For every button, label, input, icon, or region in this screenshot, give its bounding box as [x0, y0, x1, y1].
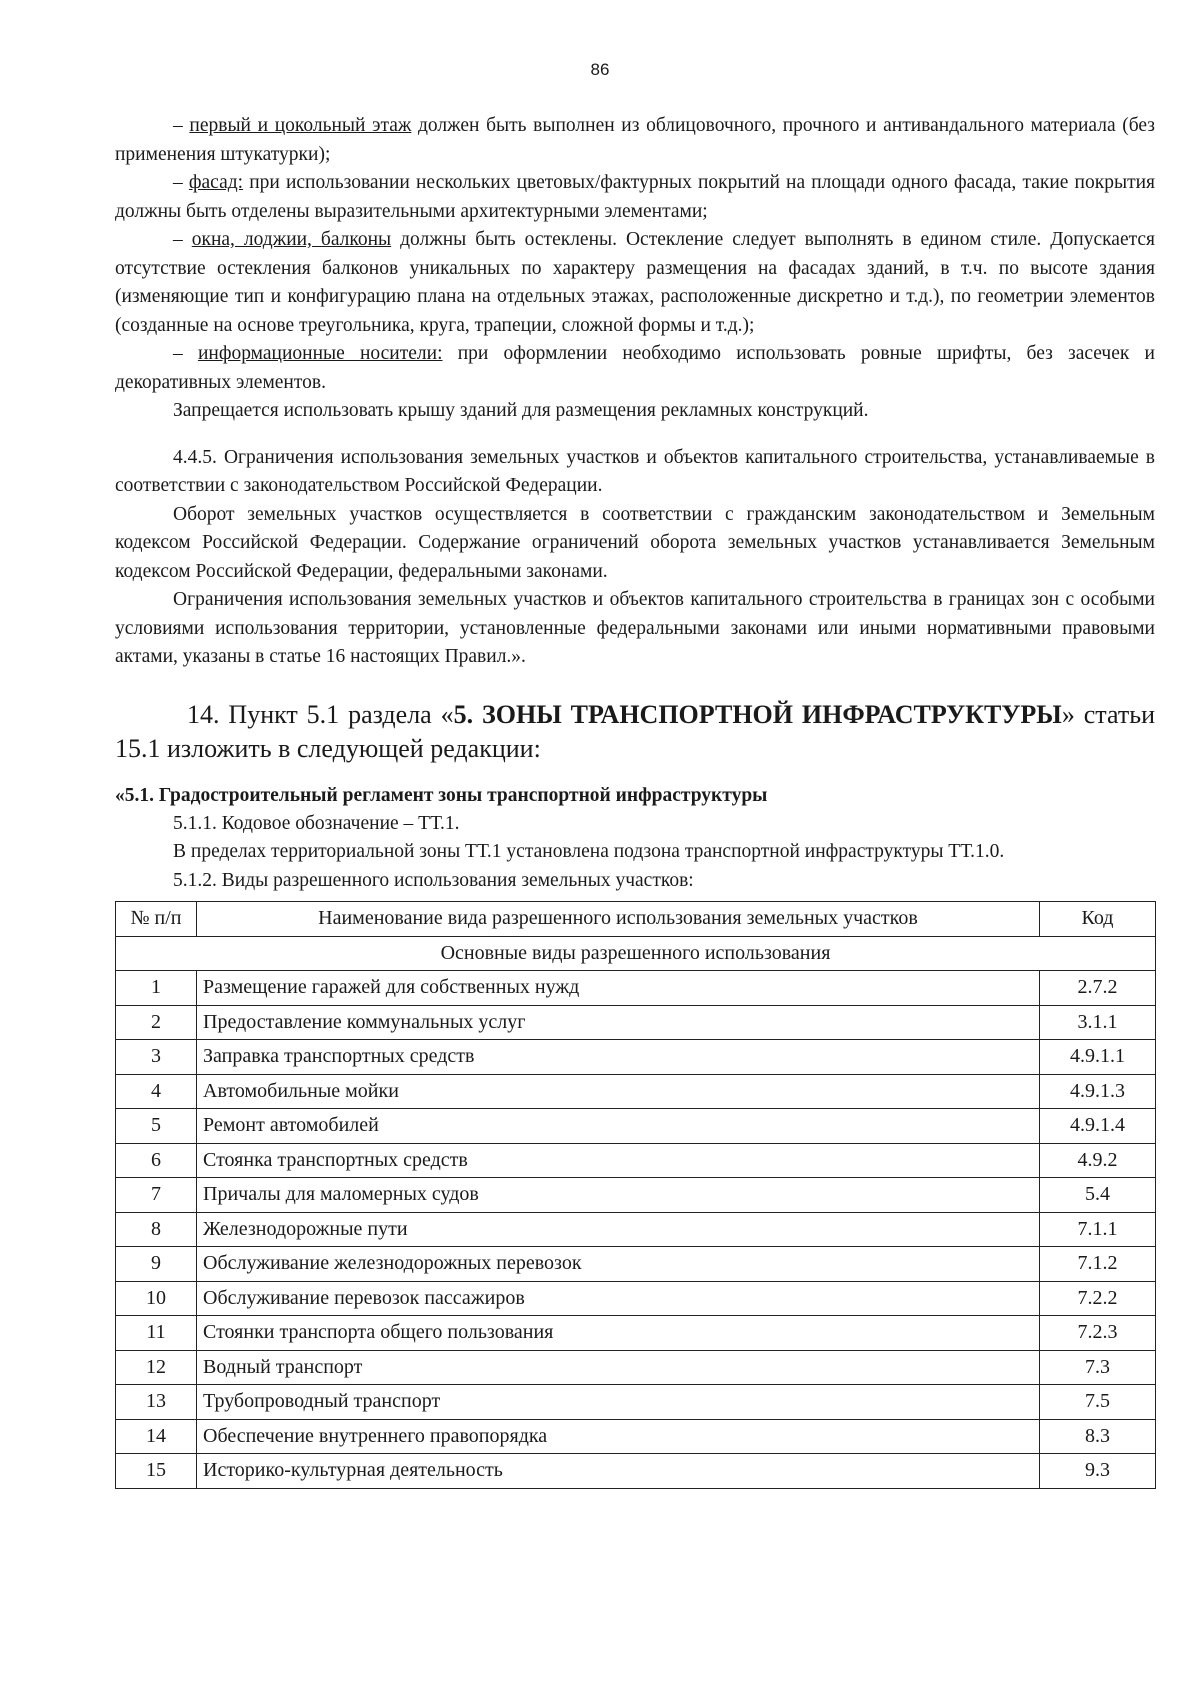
row-number: 9 — [116, 1247, 197, 1282]
row-code: 7.2.2 — [1040, 1281, 1156, 1316]
row-name: Заправка транспортных средств — [197, 1040, 1040, 1075]
table-row — [116, 1212, 1156, 1247]
row-number: 13 — [116, 1385, 197, 1420]
row-number: 6 — [116, 1143, 197, 1178]
row-number: 3 — [116, 1040, 197, 1075]
code-designation: 5.1.1. Кодовое обозначение – ТТ.1. — [173, 812, 460, 834]
table-header-row — [116, 902, 1156, 937]
row-name: Обеспечение внутреннего правопорядка — [197, 1419, 1040, 1454]
header-code: Код — [1040, 902, 1156, 937]
bullet-info-carriers: – информационные носители: при оформлении необходимо использовать ровные шрифты, без засечек и декоративных элементов. — [115, 343, 1155, 393]
uses-intro: 5.1.2. Виды разрешенного использования земельных участков: — [173, 869, 694, 891]
row-code: 4.9.2 — [1040, 1143, 1156, 1178]
row-code: 7.1.1 — [1040, 1212, 1156, 1247]
restrictions-paragraph: Ограничения использования земельных участков и объектов капитального строительства в границах зон с особыми условиями использования территории, установленные федеральными законами или иными нормативными правовыми актами, указаны в статье 16 настоящих Правил.». — [115, 589, 1155, 667]
row-code: 3.1.1 — [1040, 1005, 1156, 1040]
row-code: 7.5 — [1040, 1385, 1156, 1420]
row-name: Обслуживание железнодорожных перевозок — [197, 1247, 1040, 1282]
table-row — [116, 1385, 1156, 1420]
row-number: 11 — [116, 1316, 197, 1351]
row-name: Стоянки транспорта общего пользования — [197, 1316, 1040, 1351]
header-name: Наименование вида разрешенного использования земельных участков — [197, 902, 1040, 937]
table-row — [116, 1247, 1156, 1282]
row-code: 8.3 — [1040, 1419, 1156, 1454]
table-row — [116, 1316, 1156, 1351]
row-name: Предоставление коммунальных услуг — [197, 1005, 1040, 1040]
row-code: 4.9.1.4 — [1040, 1109, 1156, 1144]
table-row — [116, 1350, 1156, 1385]
row-code: 4.9.1.1 — [1040, 1040, 1156, 1075]
row-number: 12 — [116, 1350, 197, 1385]
row-number: 14 — [116, 1419, 197, 1454]
subzone-paragraph: В пределах территориальной зоны ТТ.1 установлена подзона транспортной инфраструктуры ТТ.1.0. — [173, 841, 1005, 862]
group-label: Основные виды разрешенного использования — [116, 936, 1156, 971]
row-number: 10 — [116, 1281, 197, 1316]
row-name: Историко-культурная деятельность — [197, 1454, 1040, 1489]
row-name: Стоянка транспортных средств — [197, 1143, 1040, 1178]
row-number: 1 — [116, 971, 197, 1006]
row-number: 5 — [116, 1109, 197, 1144]
bullet-first-floor: – первый и цокольный этаж должен быть выполнен из облицовочного, прочного и антивандального материала (без применения штукатурки); — [115, 115, 1155, 165]
row-name: Водный транспорт — [197, 1350, 1040, 1385]
table-row — [116, 1454, 1156, 1489]
row-number: 7 — [116, 1178, 197, 1213]
row-code: 2.7.2 — [1040, 971, 1156, 1006]
row-number: 4 — [116, 1074, 197, 1109]
row-code: 4.9.1.3 — [1040, 1074, 1156, 1109]
table-row — [116, 1074, 1156, 1109]
row-code: 5.4 — [1040, 1178, 1156, 1213]
table-row — [116, 1281, 1156, 1316]
table-row — [116, 1143, 1156, 1178]
row-name: Причалы для маломерных судов — [197, 1178, 1040, 1213]
prohibition-paragraph: Запрещается использовать крышу зданий для размещения рекламных конструкций. — [173, 400, 869, 421]
group-row — [116, 936, 1156, 971]
regulation-title: «5.1. Градостроительный регламент зоны транспортной инфраструктуры — [115, 784, 768, 806]
row-name: Железнодорожные пути — [197, 1212, 1040, 1247]
table-row — [116, 1109, 1156, 1144]
row-number: 2 — [116, 1005, 197, 1040]
row-number: 15 — [116, 1454, 197, 1489]
row-name: Ремонт автомобилей — [197, 1109, 1040, 1144]
row-name: Трубопроводный транспорт — [197, 1385, 1040, 1420]
item-14-heading: 14. Пункт 5.1 раздела «5. ЗОНЫ ТРАНСПОРТНОЙ ИНФРАСТРУКТУРЫ» статьи 15.1 изложить в следующей редакции: — [115, 699, 1155, 763]
table-row — [116, 1005, 1156, 1040]
bullet-facade: – фасад: при использовании нескольких цветовых/фактурных покрытий на площади одного фасада, такие покрытия должны быть отделены выразительными архитектурными элементами; — [115, 172, 1155, 222]
row-name: Размещение гаражей для собственных нужд — [197, 971, 1040, 1006]
table-row — [116, 971, 1156, 1006]
section-4-4-5: 4.4.5. Ограничения использования земельных участков и объектов капитального строительства, устанавливаемые в соответствии с законодательством Российской Федерации. — [115, 446, 1155, 496]
row-code: 7.2.3 — [1040, 1316, 1156, 1351]
row-name: Обслуживание перевозок пассажиров — [197, 1281, 1040, 1316]
row-code: 7.1.2 — [1040, 1247, 1156, 1282]
uses-table — [115, 901, 1156, 1489]
row-number: 8 — [116, 1212, 197, 1247]
document-body — [115, 112, 1155, 1489]
row-name: Автомобильные мойки — [197, 1074, 1040, 1109]
row-code: 9.3 — [1040, 1454, 1156, 1489]
table-row — [116, 1040, 1156, 1075]
bullet-windows: – окна, лоджии, балконы должны быть остеклены. Остекление следует выполнять в едином стиле. Допускается отсутствие остекления балконов уникальных по характеру размещения на фасадах зданий, в т.ч. по высоте здания (изменяющие тип и конфигурацию плана на отдельных этажах, расположенные дискретно и т.д.), по геометрии элементов (созданные на основе треугольника, круга, трапеции, сложной формы и т.д.); — [115, 229, 1155, 336]
header-number: № п/п — [116, 902, 197, 937]
page-number: 86 — [590, 60, 610, 79]
table-row — [116, 1419, 1156, 1454]
row-code: 7.3 — [1040, 1350, 1156, 1385]
table-row — [116, 1178, 1156, 1213]
turnover-paragraph: Оборот земельных участков осуществляется в соответствии с гражданским законодательством и Земельным кодексом Российской Федерации. Содержание ограничений оборота земельных участков устанавливается Земельным кодексом Российской Федерации, федеральными законами. — [115, 503, 1155, 582]
